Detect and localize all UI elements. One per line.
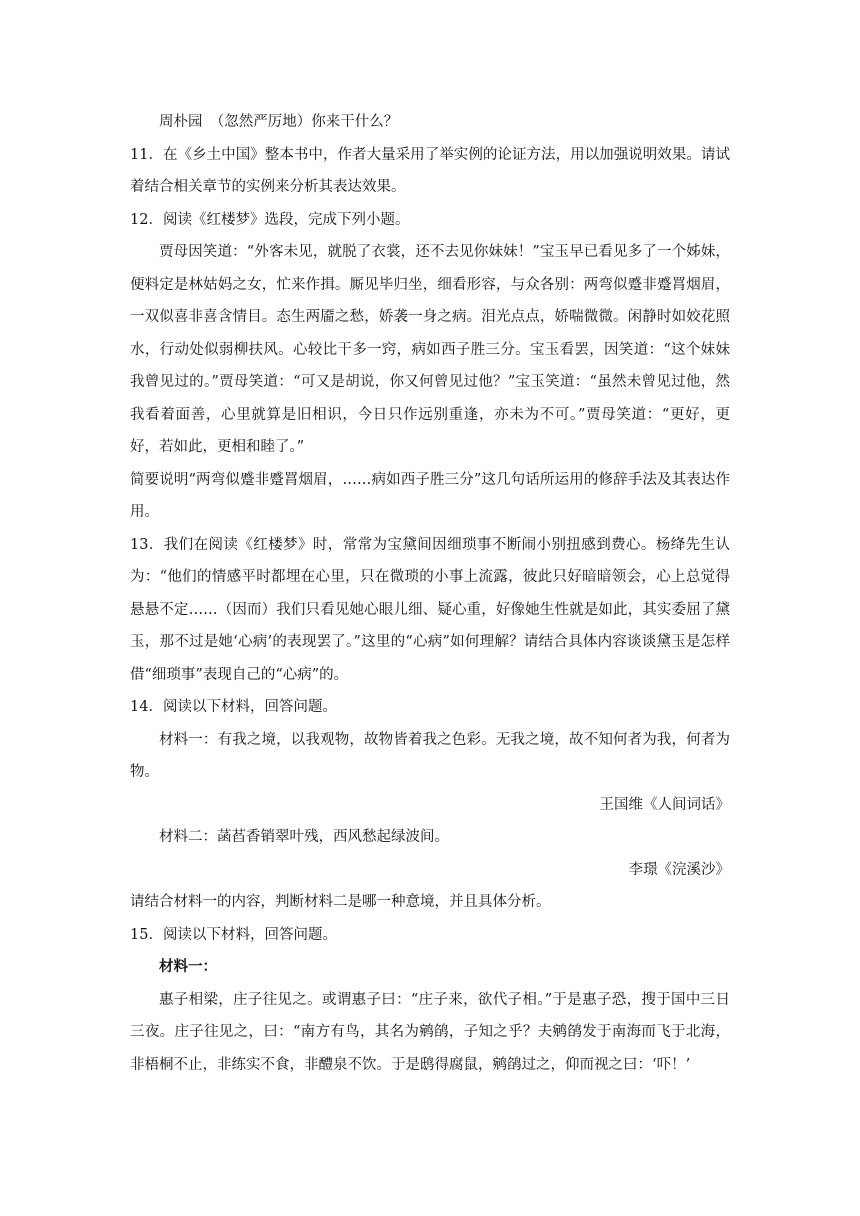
material-1-source: 王国维《人间词话》 [599, 796, 730, 813]
question-11: 11．在《乡土中国》整本书中，作者大量采用了举实例的论证方法，用以加强说明效果。请试着结合相关章节的实例来分析其表达效果。 [130, 146, 730, 195]
question-15-title: 15．阅读以下材料，回答问题。 [130, 926, 337, 943]
question-15-material-label: 材料一： [159, 958, 217, 975]
question-14-question: 请结合材料一的内容，判断材料二是哪一种意境，并且具体分析。 [130, 894, 551, 910]
dialogue-line: 周朴园 （忽然严厉地）你来干什么？ [159, 114, 399, 130]
question-15-material-text: 惠子相梁，庄子往见之。或谓惠子曰：“庄子来，欲代子相。”于是惠子恐，搜于国中三日三夜。庄子往见之，曰：“南方有鸟，其名为鹓鹐，子知之乎？夫鹓鹐发于南海而飞于北海，非梧桐不止，非练实不食，非醴泉不饮。于是鸱得腐鼠，鹓鹐过之，仰而视之曰：‘吓！’ [130, 991, 730, 1073]
material-2-source: 李璟《浣溪沙》 [628, 861, 730, 878]
question-14-title: 14．阅读以下材料，回答问题。 [130, 699, 337, 715]
question-13: 13．我们在阅读《红楼梦》时，常常为宝黛间因细琐事不断闹小别扭感到费心。杨绛先生认为：“他们的情感平时都埋在心里，只在微琐的小事上流露，彼此只好暗暗领会，心上总觉得悬悬不定……（因而）我们只看见她心眼儿细、疑心重，好像她生性就是如此，其实委屈了黛玉，那不过是她‘心病’的表现罢了。”这里的“心病”如何理解？请结合具体内容谈谈黛玉是怎样借“细琐事”表现自己的“心病”的。 [130, 536, 730, 683]
question-12-passage: 贾母因笑道：“外客未见，就脱了衣裳，还不去见你妹妹！”宝玉早已看见多了一个姊妹，便料定是林姑妈之女，忙来作揖。厮见毕归坐，细看形容，与众各别：两弯似蹙非蹙罥烟眉，一双似喜非喜含情目。态生两靥之愁，娇袭一身之病。泪光点点，娇喘微微。闲静时如姣花照水，行动处似弱柳扶风。心较比干多一窍，病如西子胜三分。宝玉看罢，因笑道：“这个妹妹我曾见过的。”贾母笑道：“可又是胡说，你又何曾见过他？”宝玉笑道：“虽然未曾见过他，然我看着面善，心里就算是旧相识，今日只作远别重逢，亦未为不可。”贾母笑道：“更好，更好，若如此，更相和睦了。” [130, 244, 730, 455]
question-12-title: 12．阅读《红楼梦》选段，完成下列小题。 [130, 211, 410, 228]
question-12-question: 简要说明“两弯似蹙非蹙罥烟眉，……病如西子胜三分”这几句话所运用的修辞手法及其表达作用。 [130, 471, 730, 520]
material-1-text: 材料一：有我之境，以我观物，故物皆着我之色彩。无我之境，故不知何者为我，何者为物。 [130, 731, 730, 780]
material-2-text: 材料二：菡萏香销翠叶残，西风愁起绿波间。 [159, 829, 449, 845]
